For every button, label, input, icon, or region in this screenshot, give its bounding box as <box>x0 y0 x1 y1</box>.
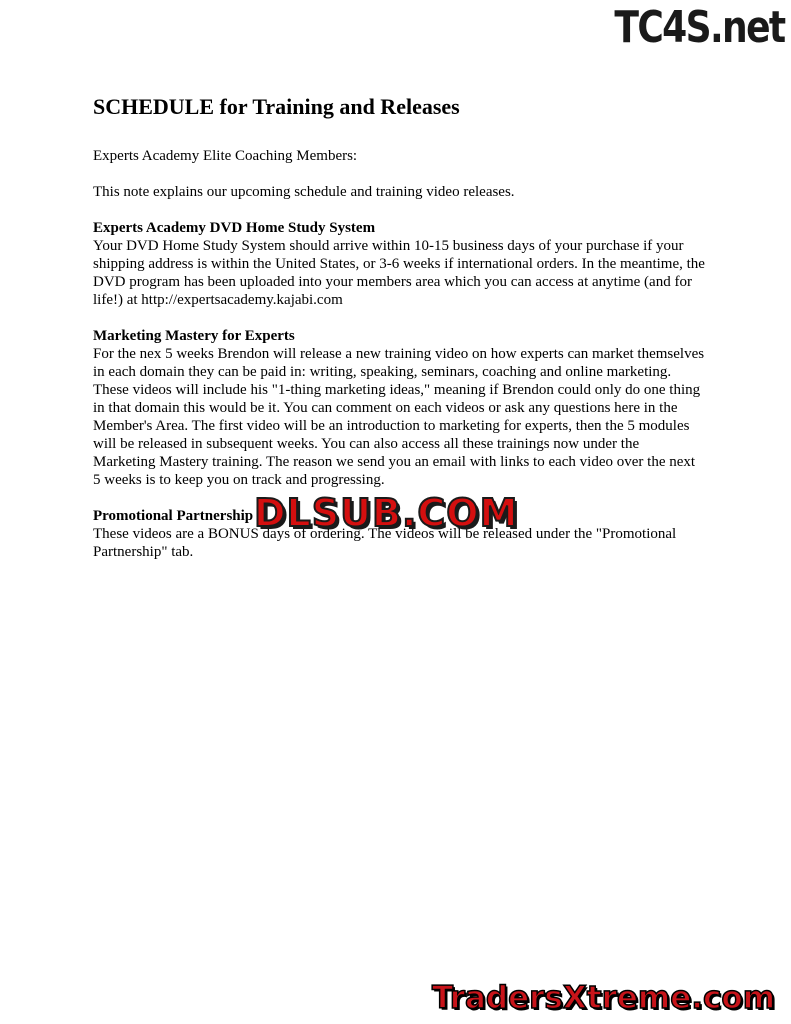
section-heading: Marketing Mastery for Experts <box>93 328 295 344</box>
section-heading: Experts Academy DVD Home Study System <box>93 220 376 236</box>
watermark-bottom-right: TradersXtreme.com <box>431 980 775 1016</box>
section-body: Your DVD Home Study System should arrive within 10-15 business days of your purchase if your shipping address is within the United States, or 3-6 weeks if international orders. In the meantime, the DVD program has been uploaded into your members area which you can access at anytime (and for life!) at http://expertsacademy.kajabi.com <box>93 238 705 308</box>
section-body: These videos are a BONUS days of ordering. The videos will be released under the "Promotional Partnership" tab. <box>93 526 677 560</box>
watermark-middle: DLSUB.COM <box>254 491 519 535</box>
section-marketing-mastery <box>93 327 705 489</box>
greeting: Experts Academy Elite Coaching Members: <box>93 148 358 164</box>
intro-paragraph: This note explains our upcoming schedule and training video releases. <box>93 184 515 200</box>
section-body: For the nex 5 weeks Brendon will release a new training video on how experts can market themselves in each domain they can be paid in: writing, speaking, seminars, coaching and online marketing. These videos will include his "1-thing marketing ideas," meaning if Brendon could only do one thing in that domain this would be it. You can comment on each videos or ask any questions here in the Member's Area. The first video will be an introduction to marketing for experts, then the 5 modules will be released in subsequent weeks. You can also access all these trainings now under the Marketing Mastery training. The reason we send you an email with links to each video over the next 5 weeks is to keep you on track and progressing. <box>93 346 705 488</box>
document-title: SCHEDULE for Training and Releases <box>93 94 460 119</box>
section-heading: Promotional Partnership <box>93 508 254 524</box>
section-dvd-home-study <box>93 219 705 309</box>
watermark-top-right: TC4S.net <box>614 2 785 53</box>
